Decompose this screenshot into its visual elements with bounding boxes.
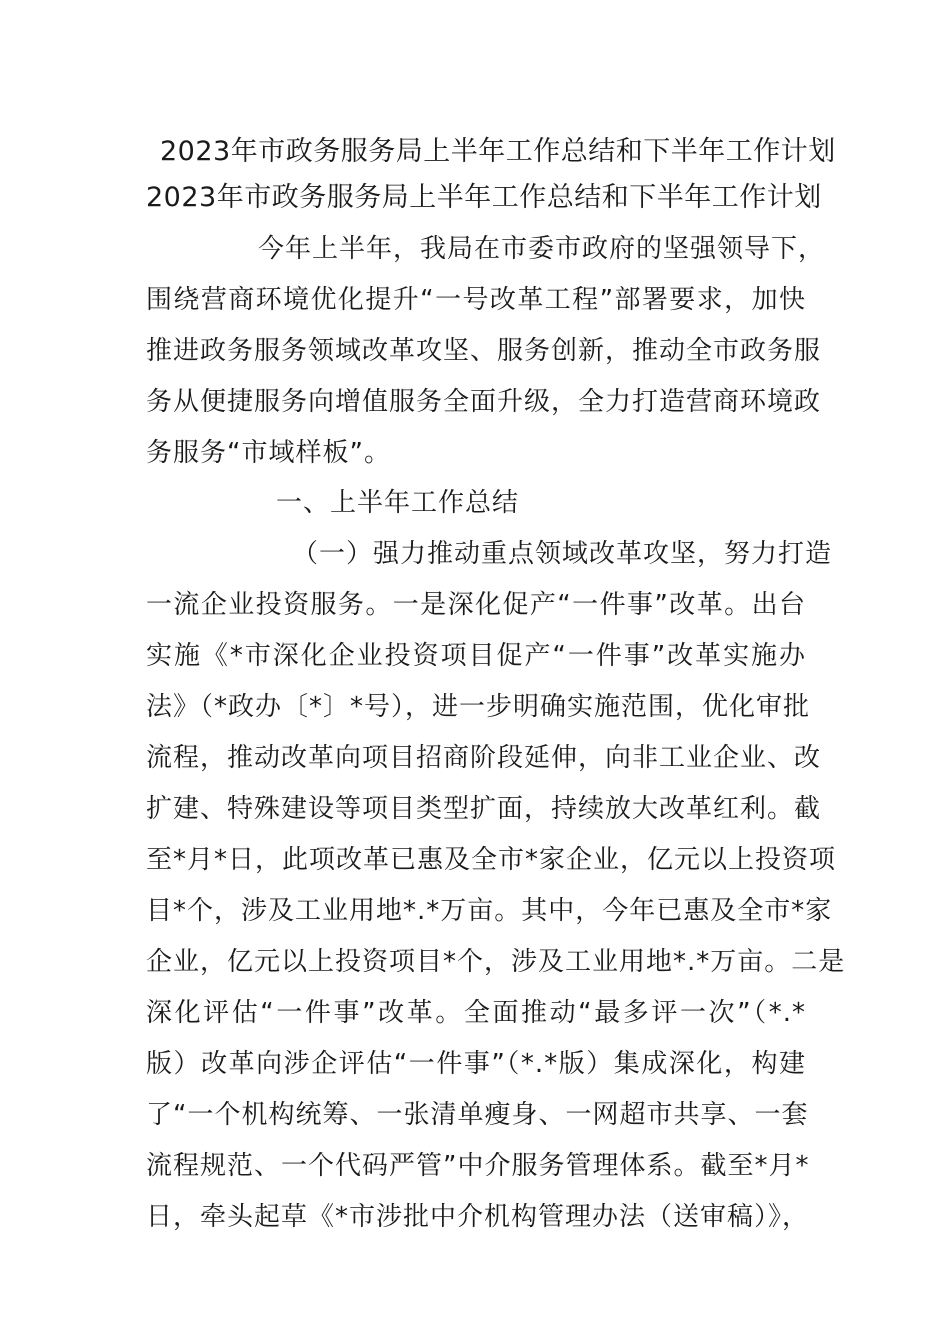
document-subtitle: 2023年市政务服务局上半年工作总结和下半年工作计划 <box>146 182 822 213</box>
body-line: 法》（*政办〔*〕*号），进一步明确实施范围，优化审批 <box>146 692 811 722</box>
intro-line: 推进政务服务领域改革攻坚、服务创新，推动全市政务服 <box>146 336 822 366</box>
body-line: 至*月*日，此项改革已惠及全市*家企业，亿元以上投资项 <box>146 845 837 875</box>
intro-line: 务从便捷服务向增值服务全面升级，全力打造营商环境政 <box>146 387 822 417</box>
body-line: 流程，推动改革向项目招商阶段延伸，向非工业企业、改 <box>146 743 822 773</box>
body-line: 深化评估“一件事”改革。全面推动“最多评一次”（*.* <box>146 998 806 1028</box>
body-line: 日，牵头起草《*市涉批中介机构管理办法（送审稿）》， <box>146 1202 810 1232</box>
document-title: 2023年市政务服务局上半年工作总结和下半年工作计划 <box>160 136 836 167</box>
body-line: （一）强力推动重点领域改革攻坚，努力打造 <box>292 539 833 569</box>
body-line: 扩建、特殊建设等项目类型扩面，持续放大改革红利。截 <box>146 794 822 824</box>
intro-line: 务服务“市域样板”。 <box>146 438 391 468</box>
body-line: 流程规范、一个代码严管”中介服务管理体系。截至*月* <box>146 1151 810 1181</box>
body-line: 了“一个机构统筹、一张清单瘦身、一网超市共享、一套 <box>146 1100 809 1130</box>
body-line: 实施《*市深化企业投资项目促产“一件事”改革实施办 <box>146 641 806 671</box>
intro-line: 今年上半年，我局在市委市政府的坚强领导下， <box>258 234 826 264</box>
body-line: 企业，亿元以上投资项目*个，涉及工业用地*.*万亩。二是 <box>146 947 846 977</box>
body-line: 版）改革向涉企评估“一件事”（*.*版）集成深化，构建 <box>146 1049 806 1079</box>
body-line: 目*个，涉及工业用地*.*万亩。其中，今年已惠及全市*家 <box>146 896 833 926</box>
section-heading: 一、上半年工作总结 <box>276 488 520 518</box>
intro-line: 围绕营商环境优化提升“一号改革工程”部署要求，加快 <box>146 285 806 315</box>
body-line: 一流企业投资服务。一是深化促产“一件事”改革。出台 <box>146 590 806 620</box>
